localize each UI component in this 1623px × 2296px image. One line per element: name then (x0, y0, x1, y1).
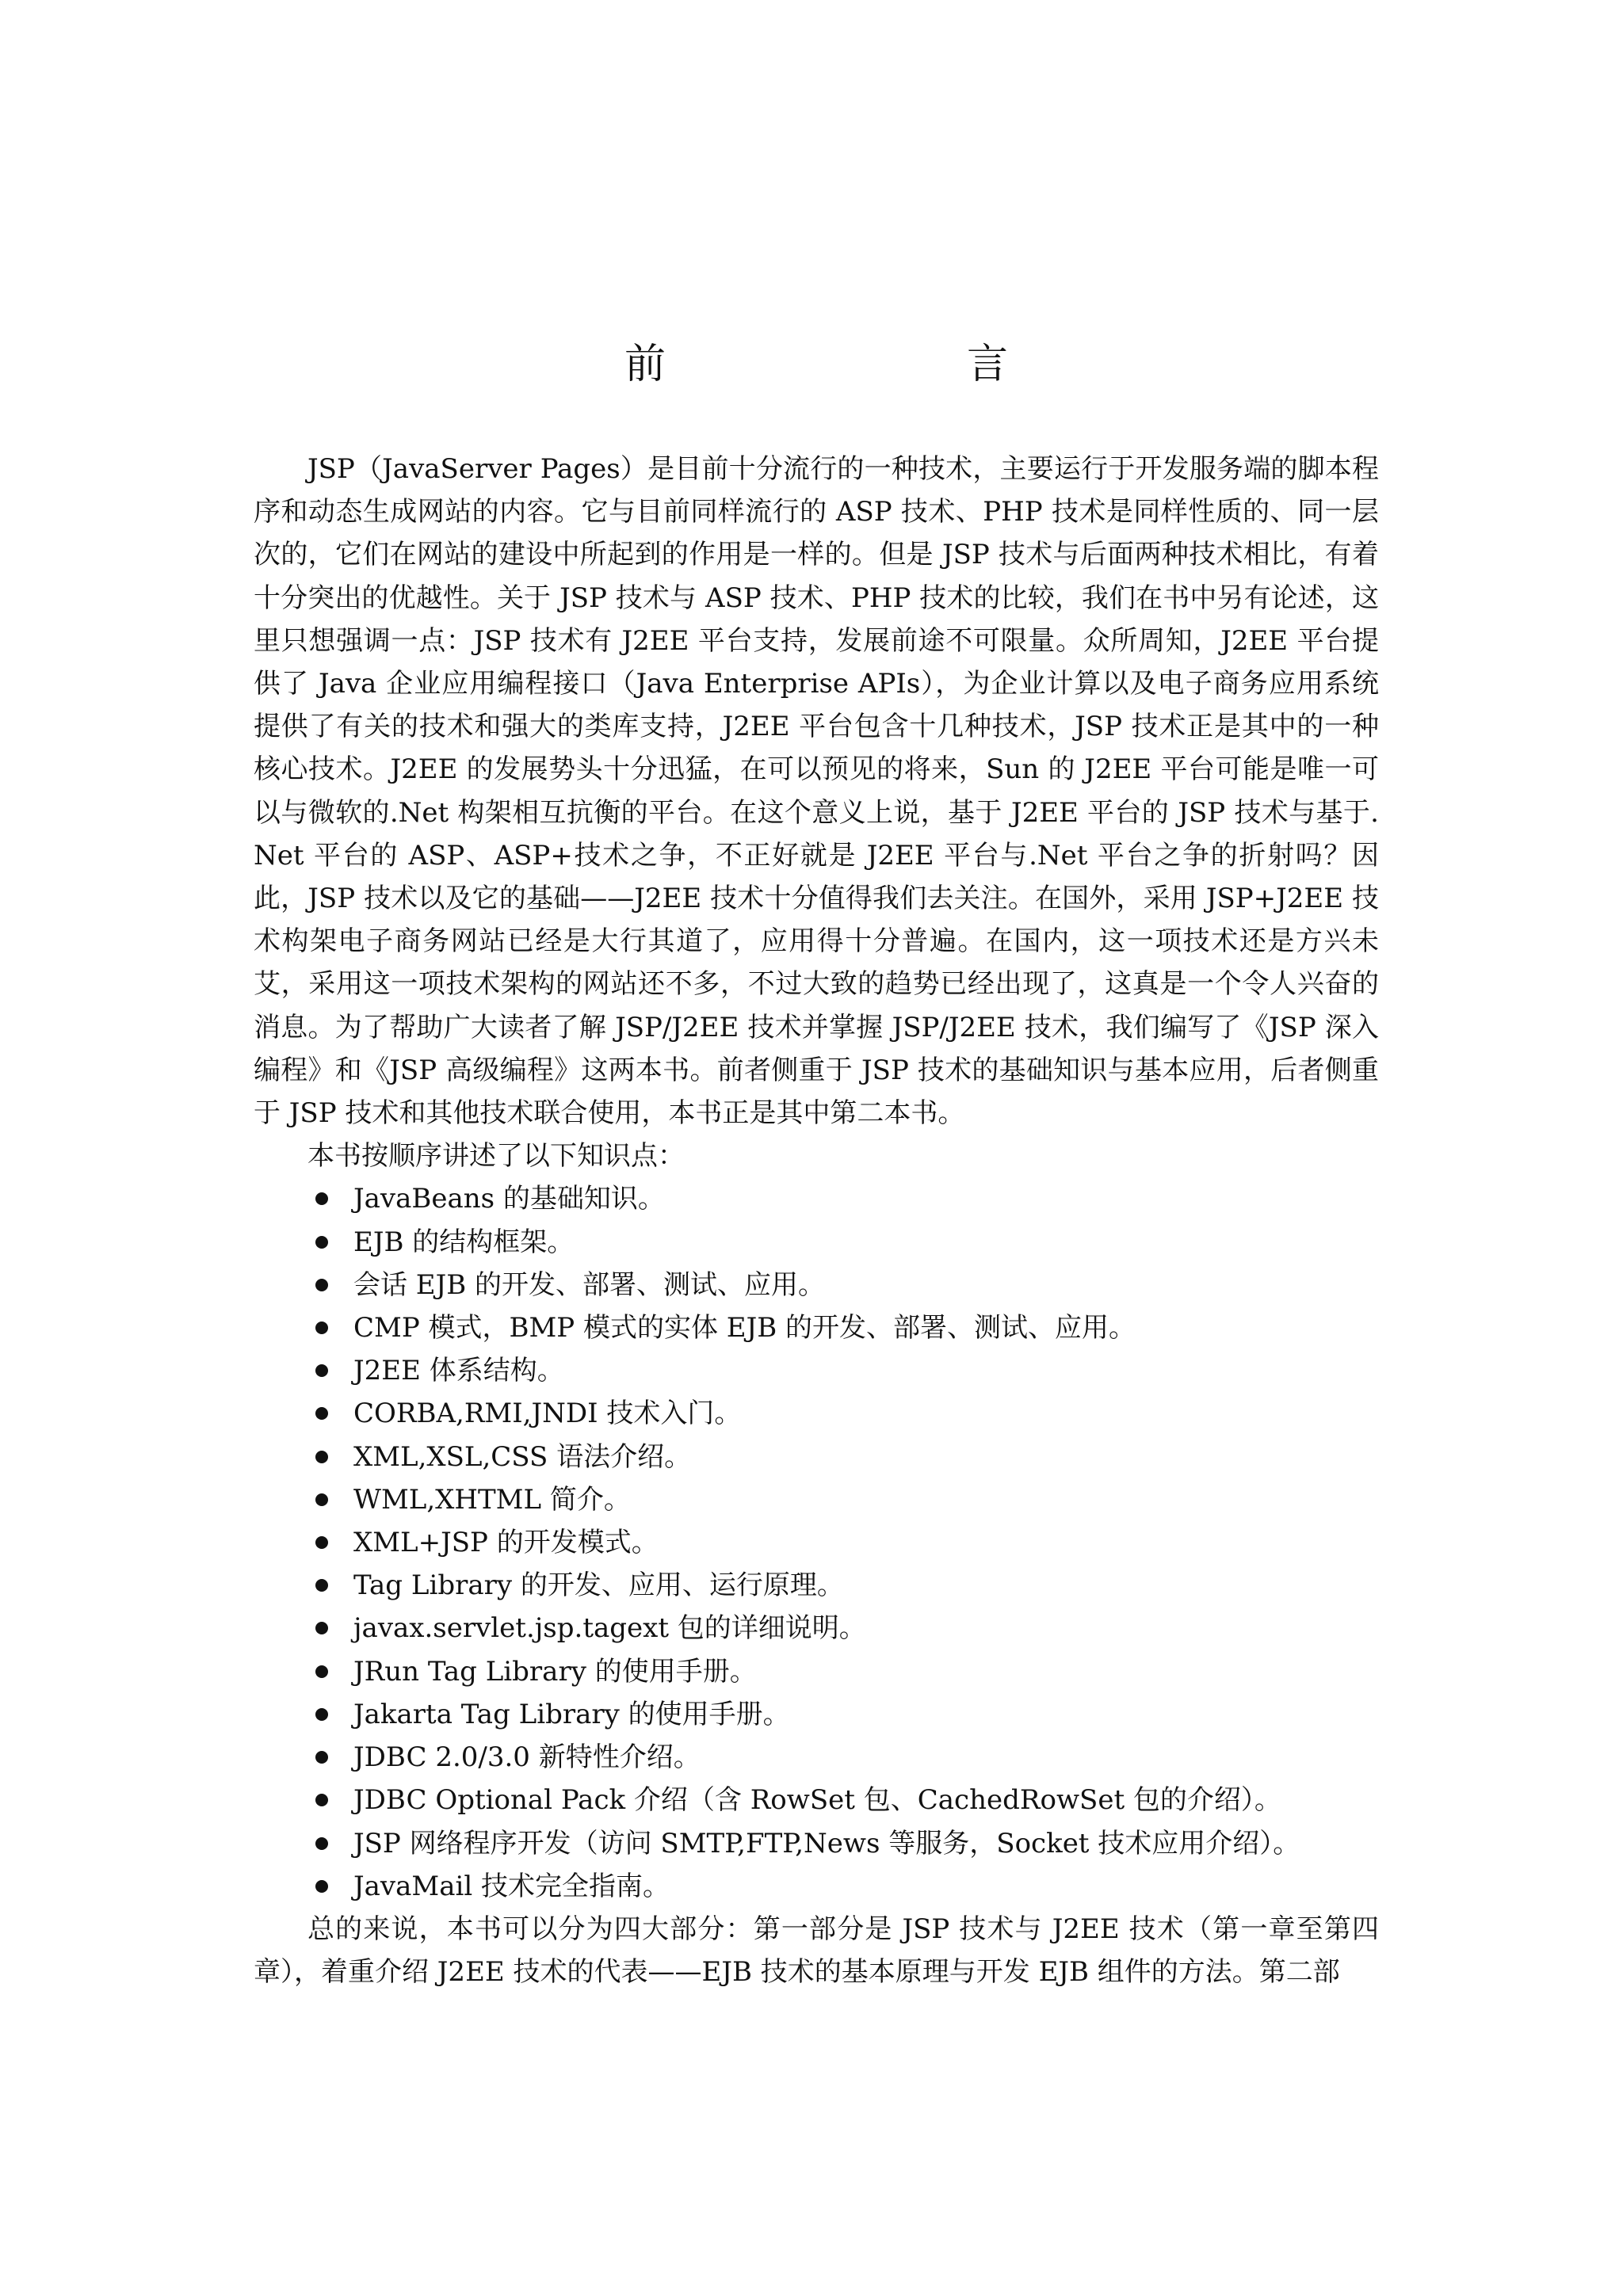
list-item (254, 1392, 1379, 1435)
bullet-icon (315, 1451, 328, 1463)
list-item-text: JDBC 2.0/3.0 新特性介绍。 (353, 1741, 701, 1774)
list-item-text: JRun Tag Library 的使用手册。 (353, 1655, 757, 1688)
list-item-text: XML+JSP 的开发模式。 (353, 1527, 659, 1559)
list-item (254, 1822, 1379, 1865)
list-intro: 本书按顺序讲述了以下知识点： (307, 1140, 685, 1173)
list-item (254, 1349, 1379, 1392)
list-item-text: JavaBeans 的基础知识。 (353, 1183, 665, 1215)
list-item-text: XML,XSL,CSS 语法介绍。 (353, 1440, 692, 1473)
bullet-icon (315, 1837, 328, 1850)
list-item-text: EJB 的结构框架。 (353, 1226, 575, 1258)
summary-paragraph: 总的来说，本书可以分为四大部分：第一部分是 JSP 技术与 J2EE 技术（第一章至第四章），着重介绍 J2EE 技术的代表——EJB 技术的基本原理与开发 EJB 组件的方法。第二部 (254, 1913, 1379, 1989)
bullet-icon (315, 1322, 328, 1334)
list-item-text: Tag Library 的开发、应用、运行原理。 (353, 1569, 844, 1602)
list-item (254, 1650, 1379, 1693)
list-item-text: JDBC Optional Pack 介绍（含 RowSet 包、CachedRowSet 包的介绍）。 (353, 1784, 1281, 1817)
list-item-text: CORBA,RMI,JNDI 技术入门。 (353, 1398, 742, 1430)
list-item-text: WML,XHTML 简介。 (353, 1483, 631, 1516)
document-page (254, 0, 1379, 2296)
list-item (254, 1478, 1379, 1521)
topic-list (254, 1177, 1379, 1907)
bullet-icon (315, 1622, 328, 1634)
list-item (254, 1607, 1379, 1650)
list-item-text: 会话 EJB 的开发、部署、测试、应用。 (353, 1268, 826, 1301)
intro-paragraph: JSP（JavaServer Pages）是目前十分流行的一种技术，主要运行于开发服务端的脚本程序和动态生成网站的内容。它与目前同样流行的 ASP 技术、PHP 技术是同样性质的、同一层次的，它们在网站的建设中所起到的作用是一样的。但是 JSP 技术与后面两种技术相比，有着十分突出的优越性。关于 JSP 技术与 ASP 技术、PHP 技术的比较，我们在书中另有论述，这里只想强调一点：JSP 技术有 J2EE 平台支持，发展前途不可限量。众所周知，J2EE 平台提供了 Java 企业应用编程接口（Java Enterprise APIs），为企业计算以及电子商务应用系统提供了有关的技术和强大的类库支持，J2EE 平台包含十几种技术，JSP 技术正是其中的一种核心技术。J2EE 的发展势头十分迅猛，在可以预见的将来，Sun 的 J2EE 平台可能是唯一可以与微软的.Net 构架相互抗衡的平台。在这个意义上说，基于 J2EE 平台的 JSP 技术与基于.Net 平台的 ASP、ASP+技术之争，不正好就是 J2EE 平台与.Net 平台之争的折射吗？因此，JSP 技术以及它的基础——J2EE 技术十分值得我们去关注。在国外，采用 JSP+J2EE 技术构架电子商务网站已经是大行其道了，应用得十分普遍。在国内，这一项技术还是方兴未艾，采用这一项技术架构的网站还不多，不过大致的趋势已经出现了，这真是一个令人兴奋的消息。为了帮助广大读者了解 JSP/J2EE 技术并掌握 JSP/J2EE 技术，我们编写了《JSP 深入编程》和《JSP 高级编程》这两本书。前者侧重于 JSP 技术的基础知识与基本应用，后者侧重于 JSP 技术和其他技术联合使用，本书正是其中第二本书。 (254, 453, 1379, 1130)
bullet-icon (315, 1236, 328, 1249)
bullet-icon (315, 1279, 328, 1291)
list-item (254, 1736, 1379, 1779)
list-item-text: Jakarta Tag Library 的使用手册。 (353, 1698, 790, 1730)
list-item (254, 1306, 1379, 1349)
list-item-text: javax.servlet.jsp.tagext 包的详细说明。 (353, 1612, 866, 1645)
list-item (254, 1779, 1379, 1821)
bullet-icon (315, 1364, 328, 1377)
bullet-icon (315, 1536, 328, 1549)
list-item (254, 1865, 1379, 1908)
bullet-icon (315, 1665, 328, 1678)
bullet-icon (315, 1192, 328, 1205)
list-item-text: J2EE 体系结构。 (353, 1355, 564, 1387)
bullet-icon (315, 1579, 328, 1592)
list-item (254, 1221, 1379, 1264)
bullet-icon (315, 1493, 328, 1506)
list-item-text: JavaMail 技术完全指南。 (353, 1870, 670, 1902)
bullet-icon (315, 1407, 328, 1420)
list-item (254, 1564, 1379, 1607)
bullet-icon (315, 1794, 328, 1806)
bullet-icon (315, 1708, 328, 1721)
bullet-icon (315, 1751, 328, 1764)
page-title: 前 言 (624, 341, 1081, 388)
list-item (254, 1436, 1379, 1478)
list-item (254, 1693, 1379, 1736)
list-item (254, 1264, 1379, 1306)
list-item (254, 1521, 1379, 1564)
document-body (254, 448, 1379, 1993)
list-item-text: JSP 网络程序开发（访问 SMTP,FTP,News 等服务，Socket 技术应用介绍）。 (353, 1827, 1300, 1859)
bullet-icon (315, 1880, 328, 1893)
list-item (254, 1177, 1379, 1220)
list-item-text: CMP 模式，BMP 模式的实体 EJB 的开发、部署、测试、应用。 (353, 1312, 1136, 1344)
